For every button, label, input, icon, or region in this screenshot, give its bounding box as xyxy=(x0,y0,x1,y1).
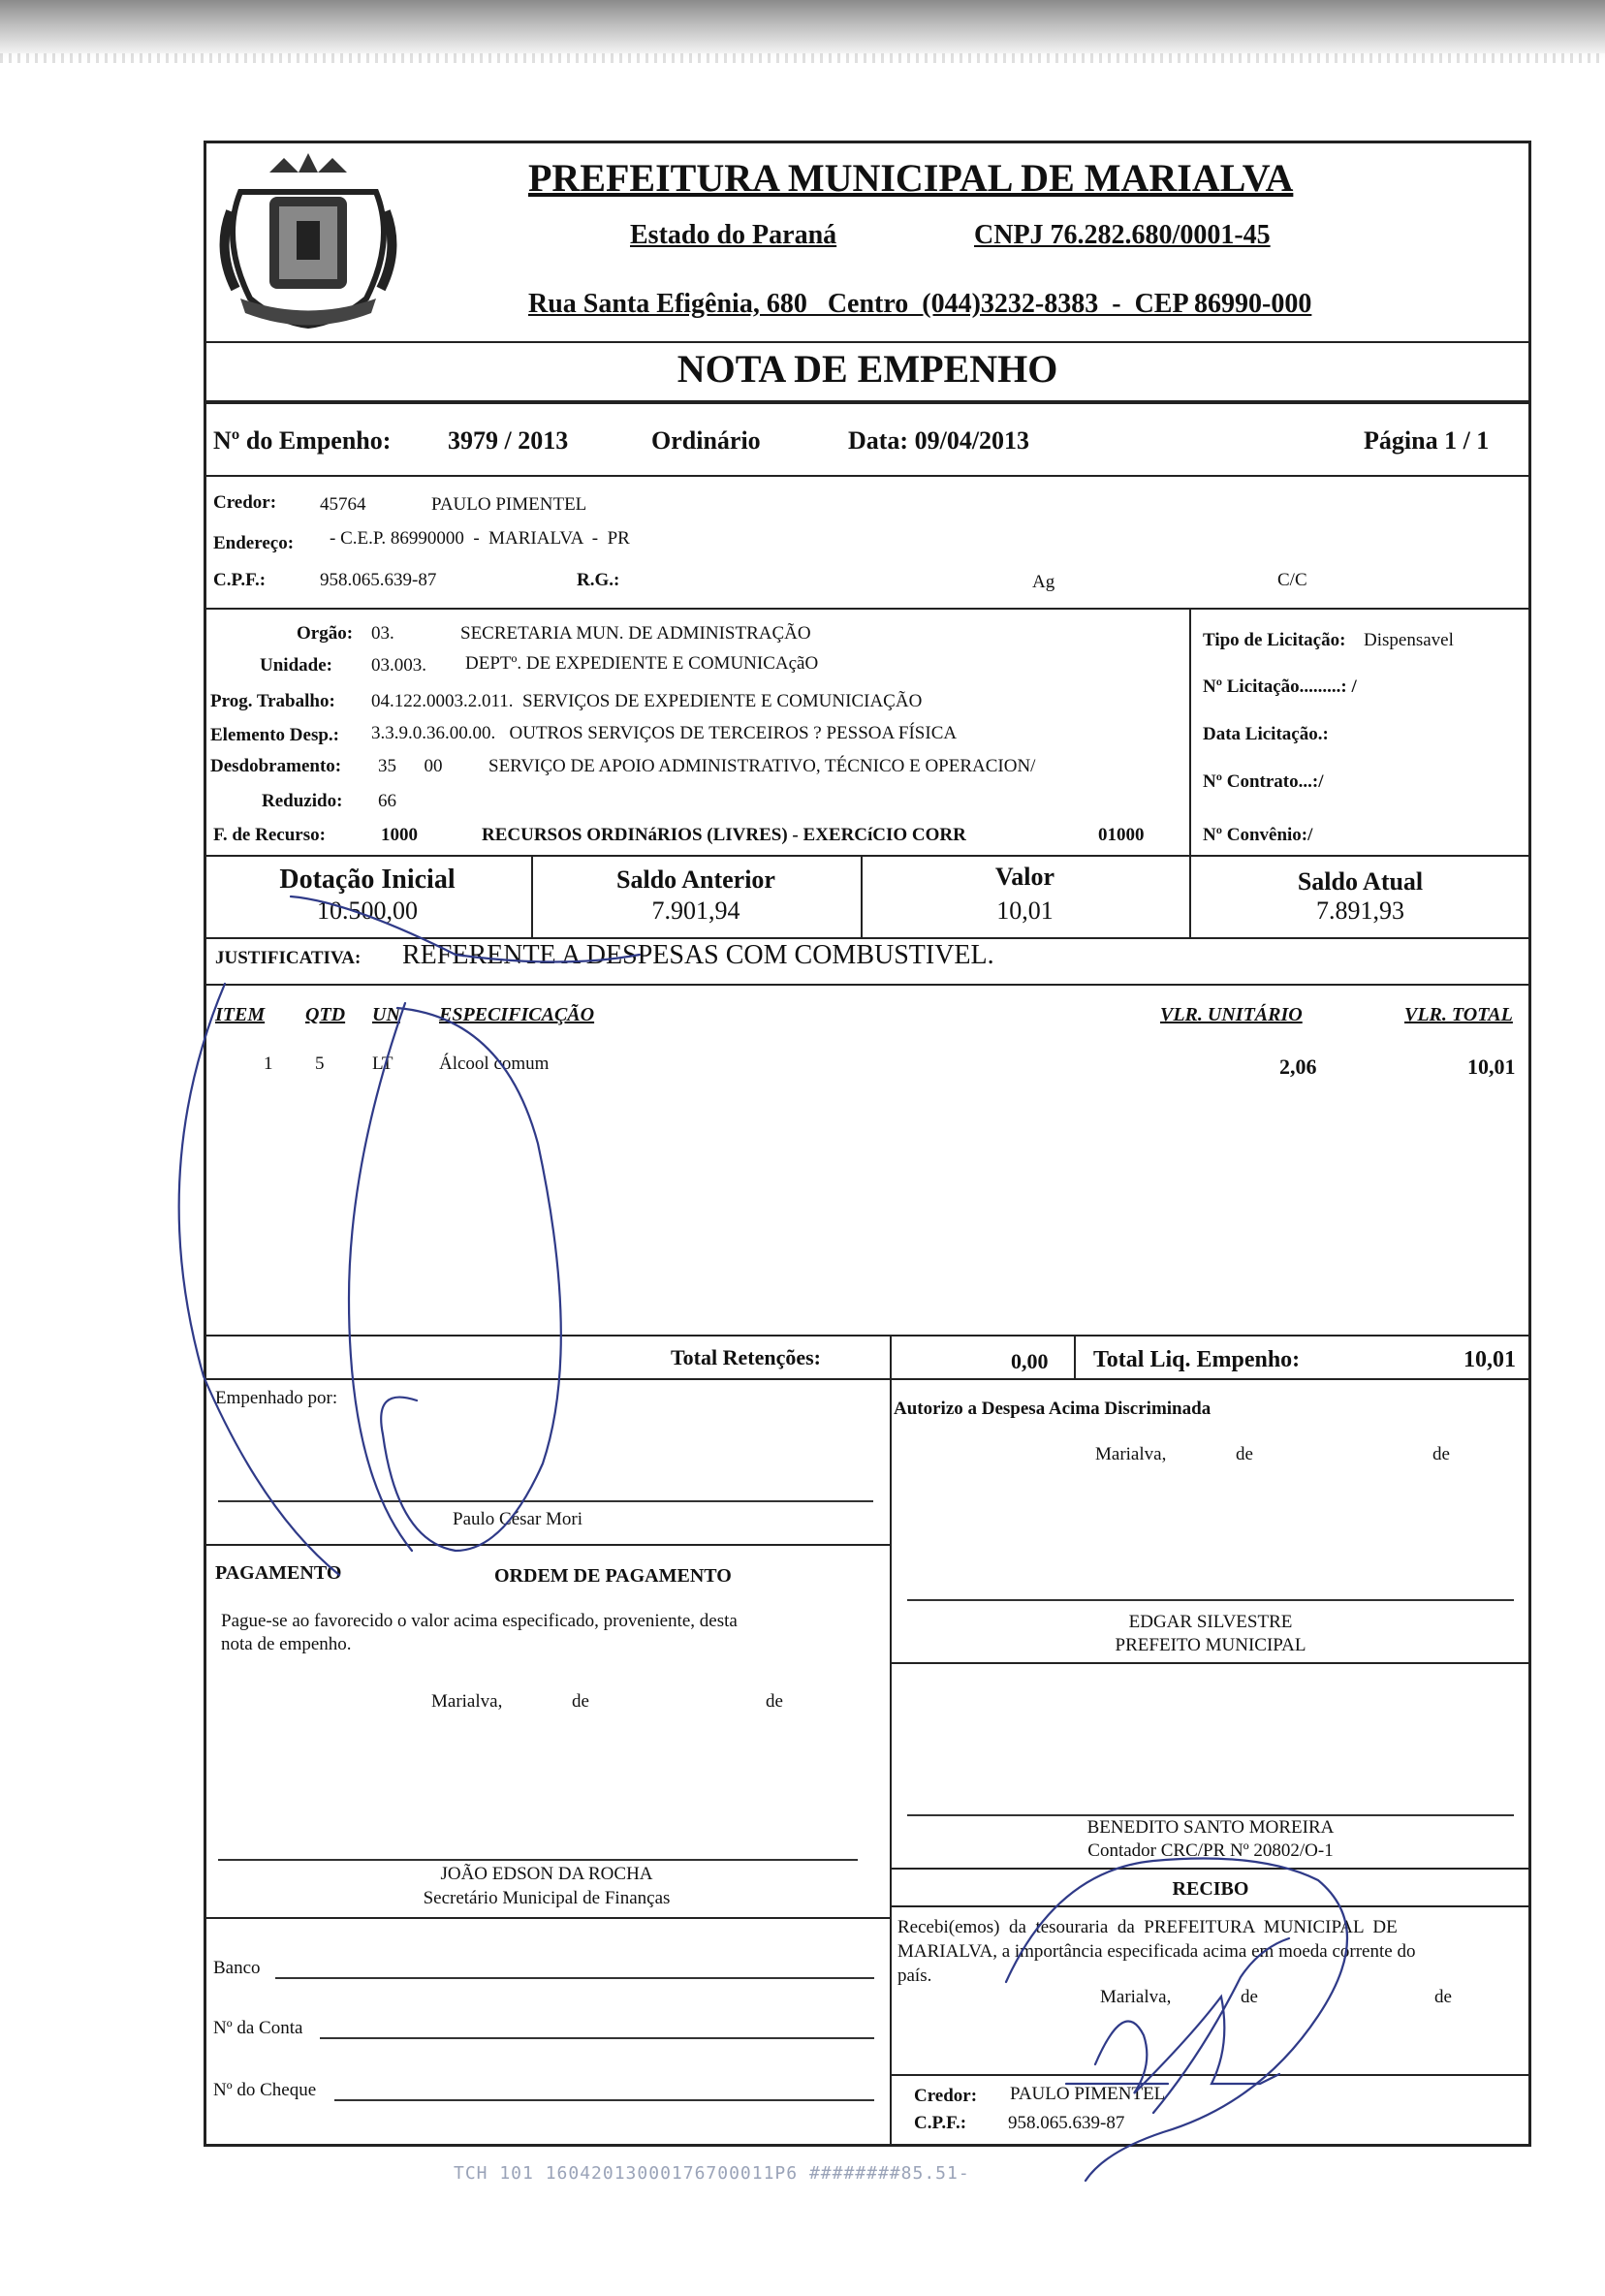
contador-name: BENEDITO SANTO MOREIRA xyxy=(1086,1817,1335,1838)
state-name: Estado do Paraná xyxy=(630,220,837,250)
convenio-numero: Nº Convênio:/ xyxy=(1203,825,1313,845)
divider xyxy=(204,400,1531,404)
empenhado-name: Paulo César Mori xyxy=(453,1509,583,1529)
divider xyxy=(204,1335,1531,1337)
prefeitura-title: PREFEITURA MUNICIPAL DE MARIALVA xyxy=(528,156,1294,200)
empenho-type: Ordinário xyxy=(651,426,761,455)
licitacao-data: Data Licitação.: xyxy=(1203,724,1329,744)
cheque-line xyxy=(334,2099,874,2101)
recibo-text-1: Recebi(emos) da tesouraria da PREFEITURA MUNICIPAL DE xyxy=(897,1917,1398,1937)
orgao-desc: SECRETARIA MUN. DE ADMINISTRAÇÃO xyxy=(460,623,811,644)
elemento-label: Elemento Desp.: xyxy=(210,725,339,745)
divider xyxy=(204,984,1531,986)
cpf-value: 958.065.639-87 xyxy=(320,570,437,590)
conta-line xyxy=(320,2037,874,2039)
rg-label: R.G.: xyxy=(577,570,620,590)
cheque-label: Nº do Cheque xyxy=(213,2080,317,2100)
contador-title: Contador CRC/PR Nº 20802/O-1 xyxy=(1087,1840,1334,1861)
recurso-label: F. de Recurso: xyxy=(213,825,326,845)
coat-of-arms-logo xyxy=(211,153,405,337)
signature-line xyxy=(218,1859,858,1861)
divider xyxy=(204,608,1531,610)
credor-code: 45764 xyxy=(320,494,366,515)
licitacao-tipo-value: Dispensavel xyxy=(1364,630,1454,650)
signature-line xyxy=(218,1500,873,1502)
licitacao-numero: Nº Licitação.........: / xyxy=(1203,676,1357,697)
saldo-atual-value: 7.891,93 xyxy=(1316,896,1404,925)
recurso-number: 01000 xyxy=(1098,825,1145,845)
empenho-date: Data: 09/04/2013 xyxy=(848,426,1030,455)
address: Rua Santa Efigênia, 680 Centro (044)3232-8383 - CEP 86990-000 xyxy=(528,289,1312,319)
banco-line xyxy=(275,1977,874,1979)
licitacao-tipo-label: Tipo de Licitação: xyxy=(1203,630,1346,650)
desdobramento-label: Desdobramento: xyxy=(210,756,342,776)
unidade-desc: DEPTº. DE EXPEDIENTE E COMUNICAçãO xyxy=(465,653,819,674)
retencoes-value: 0,00 xyxy=(1011,1349,1049,1373)
ag-label: Ag xyxy=(1032,572,1055,592)
row-especificacao: Álcool comum xyxy=(439,1054,550,1074)
liq-empenho-value: 10,01 xyxy=(1463,1347,1516,1372)
page-number: Página 1 / 1 xyxy=(1364,426,1490,455)
pagamento-text-1: Pague-se ao favorecido o valor acima especificado, proveniente, desta xyxy=(221,1611,738,1631)
autorizo-de2: de xyxy=(1432,1444,1450,1464)
divider xyxy=(1189,608,1191,855)
pagamento-de2: de xyxy=(766,1691,783,1712)
secretario-title: Secretário Municipal de Finanças xyxy=(423,1888,671,1908)
divider xyxy=(204,1378,1531,1380)
row-un: LT xyxy=(372,1054,393,1074)
recibo-text-2: MARIALVA, a importância especificada acima em moeda corrente do xyxy=(897,1941,1416,1962)
divider xyxy=(890,1335,892,1378)
ordem-pagamento: ORDEM DE PAGAMENTO xyxy=(494,1565,732,1587)
cpf-label: C.P.F.: xyxy=(213,570,267,590)
prefeito-title: PREFEITO MUNICIPAL xyxy=(1115,1635,1306,1655)
saldo-anterior-value: 7.901,94 xyxy=(651,896,740,925)
retencoes-label: Total Retenções: xyxy=(671,1345,821,1369)
saldo-anterior-label: Saldo Anterior xyxy=(616,865,775,894)
recibo-city: Marialva, xyxy=(1100,1987,1172,2007)
row-item: 1 xyxy=(264,1054,273,1074)
reduzido-label: Reduzido: xyxy=(262,791,343,811)
endereco-value: - C.E.P. 86990000 - MARIALVA - PR xyxy=(330,528,630,549)
pagamento-city: Marialva, xyxy=(431,1691,503,1712)
reduzido-value: 66 xyxy=(378,791,396,811)
col-item: ITEM xyxy=(215,1004,266,1025)
secretario-name: JOÃO EDSON DA ROCHA xyxy=(440,1864,653,1884)
dotacao-value: 10.500,00 xyxy=(317,896,418,925)
divider xyxy=(890,1662,1531,1664)
unidade-label: Unidade: xyxy=(260,655,332,676)
col-un: UN xyxy=(372,1004,400,1025)
row-vlr-total: 10,01 xyxy=(1467,1054,1516,1079)
recibo-de1: de xyxy=(1241,1987,1258,2007)
recibo-text-3: país. xyxy=(897,1966,932,1986)
empenho-number: 3979 / 2013 xyxy=(448,426,569,455)
col-vlr-total: VLR. TOTAL xyxy=(1404,1004,1513,1025)
recibo-title: RECIBO xyxy=(1172,1878,1249,1900)
recurso-desc: RECURSOS ORDINáRIOS (LIVRES) - EXERCíCIO CORR xyxy=(482,825,966,845)
autorizo-text: Autorizo a Despesa Acima Discriminada xyxy=(894,1399,1212,1419)
justificativa-label: JUSTIFICATIVA: xyxy=(215,948,362,968)
justificativa-text: REFERENTE A DESPESAS COM COMBUSTIVEL. xyxy=(402,940,994,970)
prefeito-name: EDGAR SILVESTRE xyxy=(1128,1612,1293,1632)
pagamento-text-2: nota de empenho. xyxy=(221,1634,352,1654)
row-qtd: 5 xyxy=(315,1054,325,1074)
cc-label: C/C xyxy=(1277,570,1307,590)
elemento-value: 3.3.9.0.36.00.00. OUTROS SERVIÇOS DE TERCEIROS ? PESSOA FÍSICA xyxy=(371,723,958,743)
signature-line xyxy=(907,1599,1514,1601)
prog-label: Prog. Trabalho: xyxy=(210,691,335,711)
recurso-code: 1000 xyxy=(381,825,418,845)
recibo-cpf-label: C.P.F.: xyxy=(914,2113,967,2133)
unidade-code: 03.003. xyxy=(371,655,426,676)
col-qtd: QTD xyxy=(305,1004,346,1025)
pagamento-label: PAGAMENTO xyxy=(215,1562,342,1584)
signature-line xyxy=(907,1814,1514,1816)
recibo-cpf-value: 958.065.639-87 xyxy=(1008,2113,1125,2133)
orgao-label: Orgão: xyxy=(297,623,354,644)
divider xyxy=(204,855,1531,857)
saldo-atual-label: Saldo Atual xyxy=(1297,867,1424,896)
prog-value: 04.122.0003.2.011. SERVIÇOS DE EXPEDIENTE E COMUNICIAÇÃO xyxy=(371,691,923,711)
cnpj: CNPJ 76.282.680/0001-45 xyxy=(974,220,1271,250)
empenhado-label: Empenhado por: xyxy=(215,1388,338,1408)
dotacao-label: Dotação Inicial xyxy=(279,865,456,895)
scan-artifact-stripes xyxy=(0,53,1605,63)
conta-label: Nº da Conta xyxy=(213,2018,303,2038)
contrato-numero: Nº Contrato...:/ xyxy=(1203,771,1324,792)
divider xyxy=(204,1544,890,1546)
credor-name: PAULO PIMENTEL xyxy=(431,494,587,515)
divider xyxy=(890,1868,1531,1870)
orgao-code: 03. xyxy=(371,623,394,644)
divider xyxy=(890,1905,1531,1907)
valor-label: Valor xyxy=(994,863,1055,891)
divider xyxy=(204,475,1531,477)
autorizo-de1: de xyxy=(1236,1444,1253,1464)
divider xyxy=(1074,1335,1076,1378)
col-vlr-unitario: VLR. UNITÁRIO xyxy=(1160,1004,1303,1025)
endereco-label: Endereço: xyxy=(213,533,295,553)
valor-value: 10,01 xyxy=(996,896,1054,925)
scan-artifact-top xyxy=(0,0,1605,60)
liq-empenho-label: Total Liq. Empenho: xyxy=(1093,1347,1301,1372)
desdobramento-value: 35 00 SERVIÇO DE APOIO ADMINISTRATIVO, TÉCNICO E OPERACION/ xyxy=(378,756,1036,776)
recibo-de2: de xyxy=(1434,1987,1452,2007)
pagamento-de1: de xyxy=(572,1691,589,1712)
divider xyxy=(890,2074,1531,2076)
divider xyxy=(204,341,1531,343)
row-vlr-unitario: 2,06 xyxy=(1279,1054,1317,1079)
banco-label: Banco xyxy=(213,1958,261,1978)
col-especificacao: ESPECIFICAÇÃO xyxy=(439,1004,595,1025)
recibo-credor-label: Credor: xyxy=(914,2086,978,2106)
divider xyxy=(204,937,1531,939)
recibo-credor-value: PAULO PIMENTEL xyxy=(1010,2084,1166,2104)
divider xyxy=(204,1917,890,1919)
doc-title: NOTA DE EMPENHO xyxy=(677,347,1058,391)
autorizo-city: Marialva, xyxy=(1095,1444,1167,1464)
credor-label: Credor: xyxy=(213,492,277,513)
barcode-text: TCH 101 16042013000176700011P6 ########85.51- xyxy=(454,2163,970,2184)
empenho-number-label: Nº do Empenho: xyxy=(213,426,392,455)
divider xyxy=(890,1378,892,2147)
